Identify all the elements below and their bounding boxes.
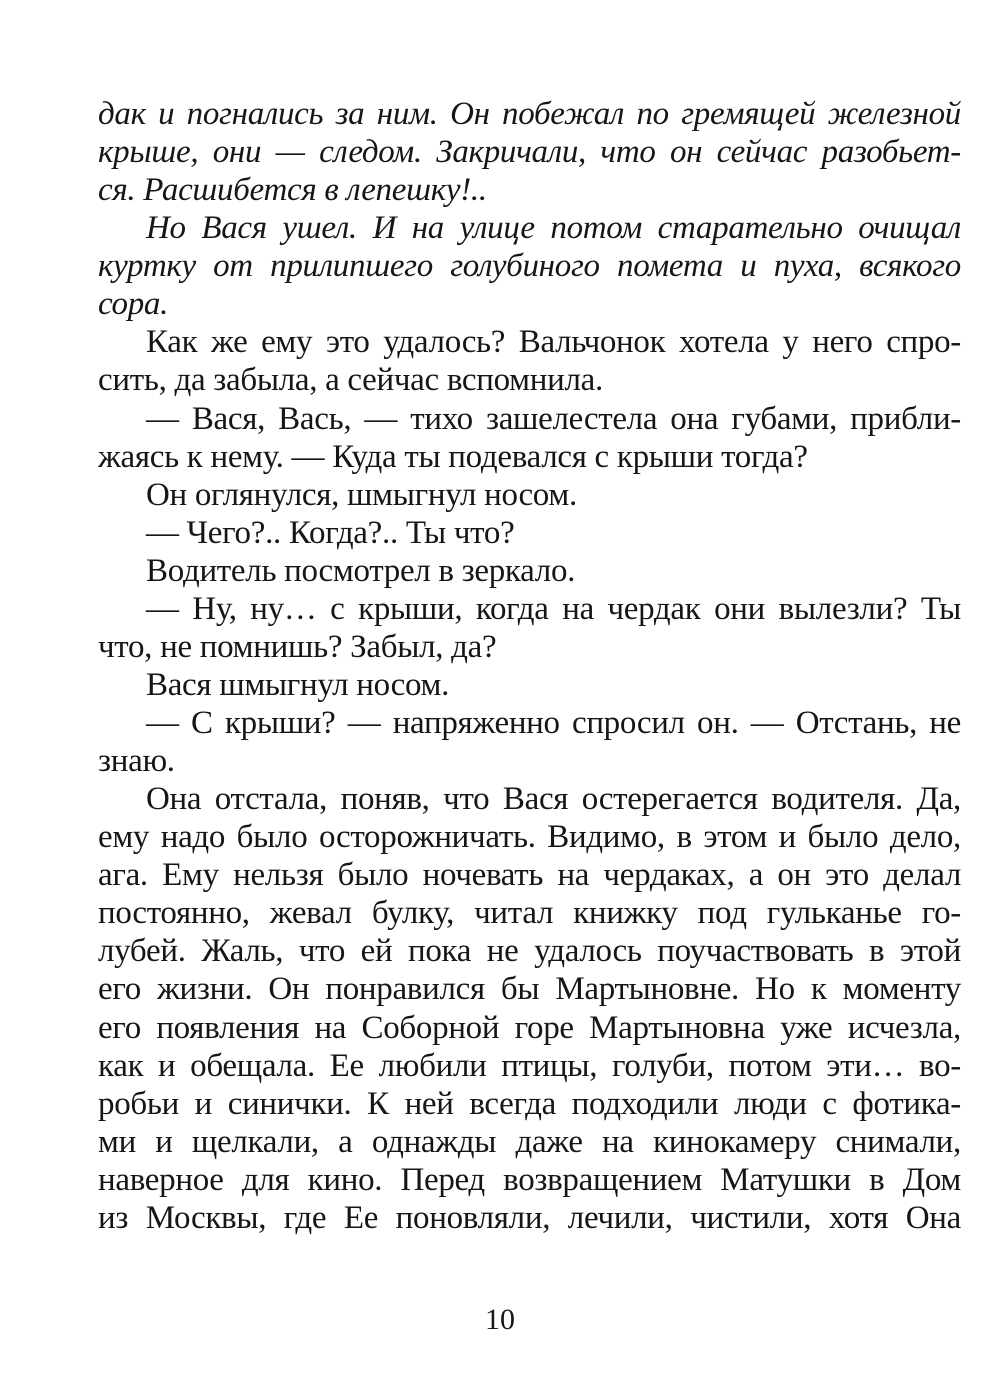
text-line: ся. Расшибется в лепешку!..: [98, 172, 487, 209]
text-line: его жизни. Он понравился бы Мартыновне. Но к моменту: [98, 971, 961, 1008]
text-line: — Чего?.. Когда?.. Ты что?: [146, 514, 515, 551]
text-line: Водитель посмотрел в зеркало.: [146, 552, 576, 589]
text-line: куртку от прилипшего голубиного помета и пуха, всякого: [98, 248, 961, 285]
text-line: наверное для кино. Перед возвращением Матушки в Дом: [98, 1161, 961, 1198]
text-line: — Ну, ну… с крыши, когда на чердак они вылезли? Ты: [146, 590, 961, 627]
text-line: Он оглянулся, шмыгнул носом.: [146, 476, 577, 513]
text-line: Вася шмыгнул носом.: [146, 666, 450, 703]
text-line: робьи и синички. К ней всегда подходили люди с фотика-: [98, 1085, 961, 1122]
text-line: из Москвы, где Ее поновляли, лечили, чистили, хотя Она: [98, 1199, 961, 1236]
page-text: [98, 95, 961, 1237]
text-line: — Вася, Вась, — тихо зашелестела она губами, прибли-: [146, 400, 961, 437]
text-line: Она отстала, поняв, что Вася остерегается водителя. Да,: [146, 781, 961, 818]
text-line: ему надо было осторожничать. Видимо, в этом и было дело,: [98, 819, 961, 856]
text-line: знаю.: [98, 743, 175, 780]
text-line: как и обещала. Ее любили птицы, голуби, потом эти… во-: [98, 1047, 961, 1084]
text-line: Но Вася ушел. И на улице потом старательно очищал: [146, 210, 961, 247]
text-line: крыше, они — следом. Закричали, что он сейчас разобьет-: [98, 134, 961, 171]
text-line: — С крыши? — напряженно спросил он. — Отстань, не: [146, 705, 961, 741]
text-line: что, не помнишь? Забыл, да?: [98, 628, 497, 665]
page-number: 10: [485, 1303, 515, 1336]
text-line: постоянно, жевал булку, читал книжку под гульканье го-: [98, 895, 961, 932]
text-line: сить, да забыла, а сейчас вспомнила.: [98, 362, 603, 399]
text-line: сора.: [98, 286, 169, 323]
text-line: Как же ему это удалось? Вальчонок хотела у него спро-: [146, 324, 961, 361]
text-line: жаясь к нему. — Куда ты подевался с крыши тогда?: [98, 438, 808, 475]
text-line: его появления на Соборной горе Мартыновна уже исчезла,: [98, 1009, 961, 1046]
text-line: дак и погнались за ним. Он побежал по гремящей железной: [98, 96, 961, 132]
text-line: ми и щелкали, а однажды даже на кинокамеру снимали,: [98, 1123, 961, 1160]
text-line: ага. Ему нельзя было ночевать на чердаках, а он это делал: [98, 857, 961, 894]
text-line: лубей. Жаль, что ей пока не удалось поучаствовать в этой: [98, 933, 961, 970]
